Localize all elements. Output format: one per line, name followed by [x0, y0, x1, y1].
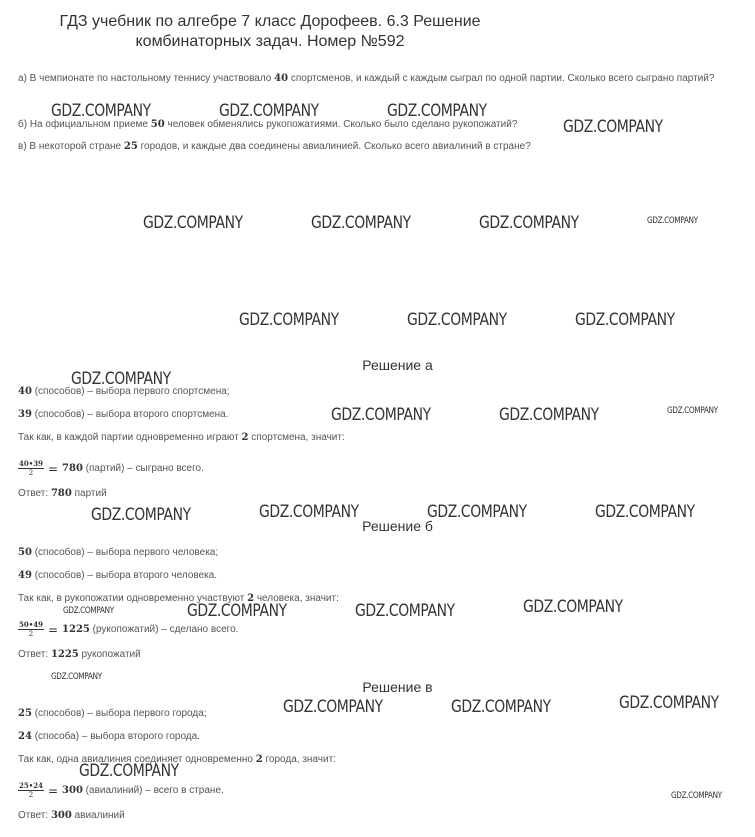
- watermark: GDZ.COMPANY: [427, 502, 527, 522]
- solution-c-answer: Ответ: 300 авиалиний: [18, 810, 125, 821]
- solution-b-answer: Ответ: 1225 рукопожатий: [18, 649, 141, 660]
- watermark: GDZ.COMPANY: [355, 601, 455, 621]
- watermark: GDZ.COMPANY: [451, 697, 551, 717]
- watermark: GDZ.COMPANY: [407, 310, 507, 330]
- fraction: $\frac{50•49}{2}$: [19, 620, 43, 638]
- watermark: GDZ.COMPANY: [71, 369, 171, 389]
- solution-c-line-2: 24 (способа) – выбора второго города.: [18, 731, 200, 742]
- solution-c-formula: $\frac{25•24}{2}$ = 300 (авиалиний) – всего в стране.: [19, 781, 224, 799]
- solution-b-line-2: 49 (способов) – выбора второго человека.: [18, 570, 218, 581]
- title-line-2: комбинаторных задач. Номер №592: [135, 33, 405, 50]
- watermark: GDZ.COMPANY: [283, 697, 383, 717]
- task-b: б) На официальном приеме 50 человек обменялись рукопожатиями. Сколько было сделано рукопожатий?: [18, 119, 518, 130]
- solution-c-heading: Решение в: [362, 679, 433, 695]
- watermark: GDZ.COMPANY: [563, 117, 663, 137]
- watermark: GDZ.COMPANY: [647, 216, 698, 226]
- solution-a-heading: Решение а: [362, 357, 433, 373]
- watermark: GDZ.COMPANY: [311, 213, 411, 233]
- solution-a-line-3: Так как, в каждой партии одновременно играют 2 спортсмена, значит:: [18, 432, 345, 443]
- watermark: GDZ.COMPANY: [63, 606, 114, 616]
- solution-a-line-1: 40 (способов) – выбора первого спортсмена;: [18, 386, 230, 397]
- watermark: GDZ.COMPANY: [595, 502, 695, 522]
- solution-a-answer: Ответ: 780 партий: [18, 488, 107, 499]
- watermark: GDZ.COMPANY: [79, 761, 179, 781]
- watermark: GDZ.COMPANY: [499, 405, 599, 425]
- solution-b-heading: Решение б: [362, 518, 433, 534]
- watermark: GDZ.COMPANY: [619, 693, 719, 713]
- watermark: GDZ.COMPANY: [187, 601, 287, 621]
- solution-c-line-3: Так как, одна авиалиния соединяет одновременно 2 города, значит:: [18, 754, 336, 765]
- watermark: GDZ.COMPANY: [479, 213, 579, 233]
- watermark: GDZ.COMPANY: [575, 310, 675, 330]
- watermark: GDZ.COMPANY: [239, 310, 339, 330]
- watermark: GDZ.COMPANY: [51, 101, 151, 121]
- watermark: GDZ.COMPANY: [331, 405, 431, 425]
- title-line-1: ГДЗ учебник по алгебре 7 класс Дорофеев. 6.3 Решение: [59, 13, 481, 30]
- solution-b-line-3: Так как, в рукопожатии одновременно участвуют 2 человека, значит:: [18, 593, 339, 604]
- solution-b-formula: $\frac{50•49}{2}$ = 1225 (рукопожатий) – сделано всего.: [19, 620, 239, 638]
- watermark: GDZ.COMPANY: [91, 505, 191, 525]
- solution-c-line-1: 25 (способов) – выбора первого города;: [18, 708, 207, 719]
- fraction: $\frac{25•24}{2}$: [19, 781, 43, 799]
- watermark: GDZ.COMPANY: [143, 213, 243, 233]
- task-a: а) В чемпионате по настольному теннису участвовало 40 спортсменов, и каждый с каждым сыграл по одной партии. Сколько всего сыграно партий?: [18, 73, 715, 84]
- page-title: [20, 12, 520, 52]
- watermark: GDZ.COMPANY: [51, 672, 102, 682]
- watermark: GDZ.COMPANY: [671, 791, 722, 801]
- solution-a-line-2: 39 (способов) – выбора второго спортсмена.: [18, 409, 229, 420]
- task-c: в) В некоторой стране 25 городов, и каждые два соединены авиалинией. Сколько всего авиалиний в стране?: [18, 141, 531, 152]
- watermark: GDZ.COMPANY: [523, 597, 623, 617]
- watermark: GDZ.COMPANY: [387, 101, 487, 121]
- watermark: GDZ.COMPANY: [259, 502, 359, 522]
- fraction: $\frac{40•39}{2}$: [19, 459, 43, 477]
- solution-b-line-1: 50 (способов) – выбора первого человека;: [18, 547, 219, 558]
- watermark: GDZ.COMPANY: [219, 101, 319, 121]
- solution-a-formula: $\frac{40•39}{2}$ = 780 (партий) – сыграно всего.: [19, 459, 204, 477]
- watermark: GDZ.COMPANY: [667, 406, 718, 416]
